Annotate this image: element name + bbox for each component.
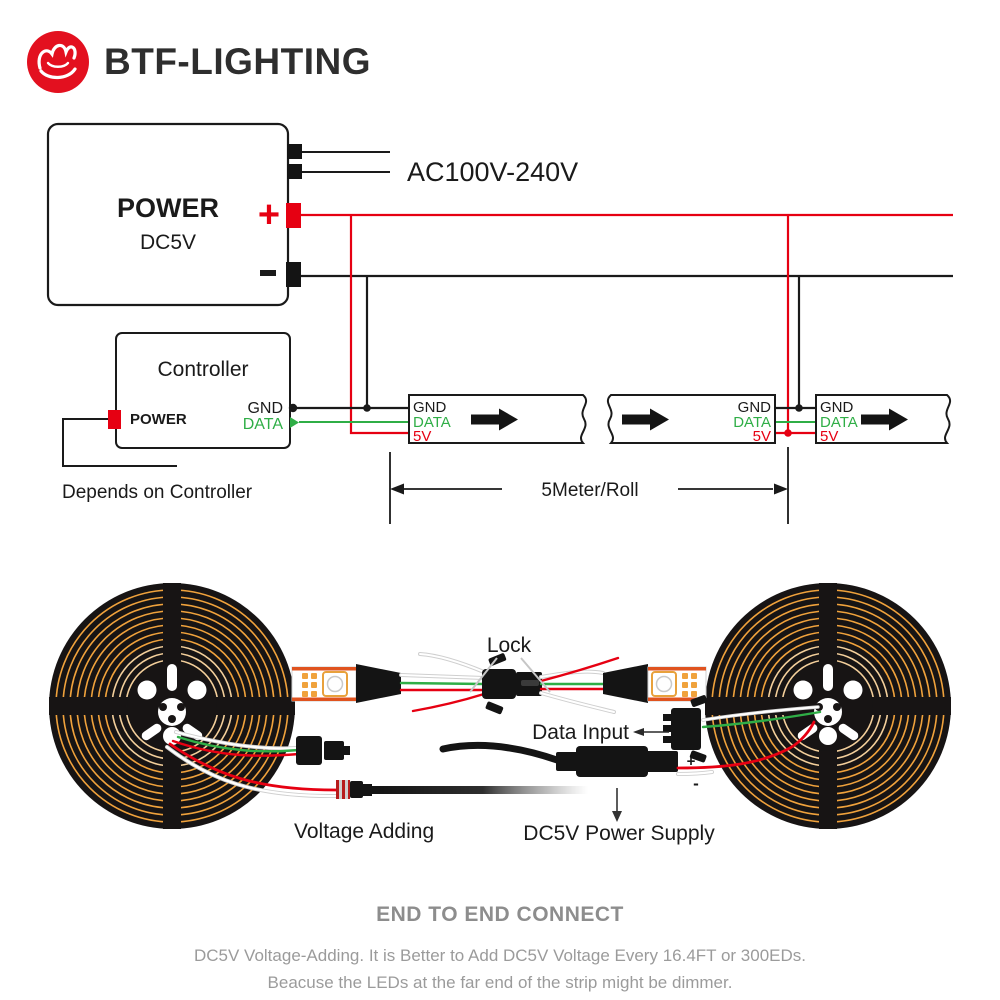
lock-label: Lock [486,634,532,657]
strip1-gnd-label: GND [413,399,447,416]
led-reel-right [705,583,951,829]
strip-stub-right [603,664,706,703]
led-strip-segment-3 [816,395,950,445]
ac-label: AC100V-240V [407,157,579,187]
strip-connector-male [482,669,516,699]
strip-connector-pair [482,653,542,715]
power-module [443,745,678,777]
controller-gnd-label: GND [247,400,283,417]
minus-label: - [693,774,699,793]
minus-terminal [286,262,301,287]
strip3-v5-label: 5V [820,428,839,445]
junction-dot [795,404,803,412]
plus-sign: + [257,194,281,236]
ac-input-wires [302,152,390,172]
strip-stub-left [292,664,401,703]
dimension-arrow-right [774,484,788,495]
dc-jack [336,780,588,799]
controller-data-pin [290,417,299,428]
footer-line1: DC5V Voltage-Adding. It is Better to Add DC5V Voltage Every 16.4FT or 300EDs. [193,946,807,965]
strip2-data-label: DATA [733,414,771,431]
minus-sign-icon [260,270,276,276]
power-supply-arrow [612,788,622,822]
plus-label: + [686,753,696,770]
connector-wires-left [401,654,484,711]
strip3-data-label: DATA [820,414,858,431]
plus-terminal [286,203,301,228]
footer-title: END TO END CONNECT [376,903,624,926]
led-strip-segment-2 [608,395,775,445]
controller-title: Controller [157,358,249,381]
controller-power-label: POWER [130,411,187,428]
led-strip-segment-1 [409,395,586,445]
strip1-data-label: DATA [413,414,451,431]
strip2-gnd-label: GND [737,399,771,416]
brand-title: BTF-LIGHTING [104,41,372,82]
power-supply-box [48,124,302,305]
controller-box [108,333,299,448]
voltage-adding-connector [296,736,350,765]
controller-data-label: DATA [242,416,283,433]
controller-gnd-pin [289,404,297,412]
led-reel-left [49,583,295,829]
voltage-adding-label: Voltage Adding [294,820,435,843]
dimension-label: 5Meter/Roll [541,480,639,501]
strip1-v5-label: 5V [413,428,432,445]
power-box-title: POWER [116,193,220,223]
footer [0,903,1000,993]
ac-terminal-2 [287,164,302,179]
strip3-gnd-label: GND [820,399,854,416]
power-box-subtitle: DC5V [139,231,197,254]
ac-terminal-1 [287,144,302,159]
junction-dot [363,404,371,412]
data-input-label: Data Input [532,721,629,744]
heat-shrink-left [356,664,401,703]
strip2-v5-label: 5V [752,428,771,445]
junction-dot [784,429,792,437]
heat-shrink-right [603,664,648,703]
depends-note: Depends on Controller [62,482,253,503]
power-supply-label: DC5V Power Supply [523,822,715,845]
power-module-cable [443,745,560,761]
controller-power-terminal [108,410,121,429]
footer-line2: Beacuse the LEDs at the far end of the strip might be dimmer. [267,973,733,992]
dimension-arrow-left [390,484,404,495]
